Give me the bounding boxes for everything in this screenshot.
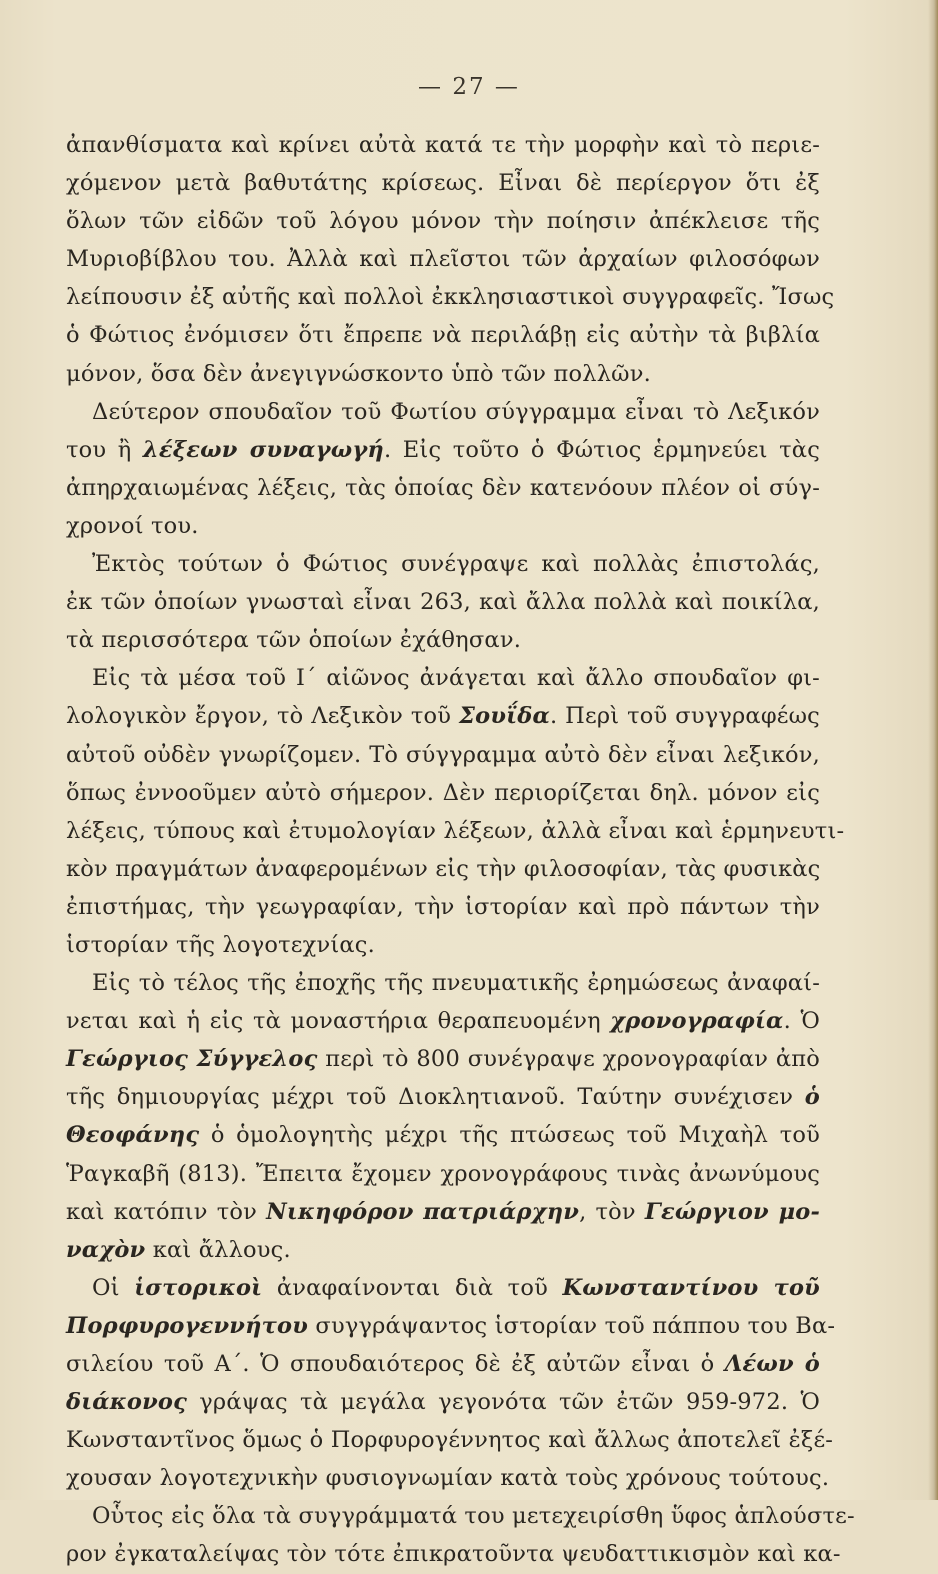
text-segment: κὸν πραγμάτων ἀναφερομένων εἰς τὴν φιλοσοφίαν, τὰς φυσικὰς — [66, 855, 821, 882]
text-line — [66, 888, 820, 926]
text-segment: Κωνσταντῖνος ὅμως ὁ Πορφυρογέννητος καὶ ἄλλως ἀποτελεῖ ἐξέ- — [66, 1427, 834, 1454]
emphasized-term: ἱστορικοὶ — [134, 1274, 263, 1301]
text-segment: σιλείου τοῦ Α΄. Ὁ σπουδαιότερος δὲ ἐξ αὐτῶν εἶναι ὁ — [66, 1351, 725, 1377]
text-segment: γράψας τὰ μεγάλα γεγονότα τῶν ἐτῶν 959-972. Ὁ — [187, 1389, 820, 1416]
text-line — [66, 964, 820, 1002]
text-segment: ἐπιστήμας, τὴν γεωγραφίαν, τὴν ἱστορίαν καὶ πρὸ πάντων τὴν — [66, 893, 820, 920]
text-line — [66, 164, 820, 202]
text-segment: , τὸν — [579, 1198, 645, 1225]
text-line — [66, 1155, 820, 1193]
text-line — [66, 126, 820, 164]
text-segment: ἱστορίαν τῆς λογοτεχνίας. — [66, 931, 375, 958]
emphasized-term: Λέων ὁ — [724, 1351, 820, 1377]
text-line — [66, 926, 820, 964]
emphasized-term: λέξεων συναγωγή — [142, 436, 384, 463]
text-segment: λολογικὸν ἔργον, τὸ Λεξικὸν τοῦ — [66, 703, 460, 730]
text-segment: τὰ περισσότερα τῶν ὁποίων ἐχάθησαν. — [66, 627, 522, 654]
emphasized-term: Γεώργιον μο- — [644, 1198, 821, 1225]
text-segment: ἀπηρχαιωμένας λέξεις, τὰς ὁποίας δὲν κατενόουν πλέον οἱ σύγ- — [66, 474, 820, 501]
text-line — [66, 659, 820, 697]
text-line — [66, 469, 820, 507]
text-segment: Οὗτος εἰς ὅλα τὰ συγγράμματά του μετεχειρίσθη ὕφος ἁπλούστε- — [92, 1503, 855, 1530]
emphasized-term: ναχὸν — [66, 1236, 146, 1263]
text-line — [66, 1307, 836, 1345]
text-line — [66, 545, 820, 583]
emphasized-term: ὁ — [804, 1084, 820, 1111]
page-edge-shadow — [928, 0, 938, 1500]
text-line — [66, 1193, 820, 1231]
text-segment: νεται καὶ ἡ εἰς τὰ μοναστήρια θεραπευομένη — [66, 1008, 611, 1035]
text-segment: . Περὶ τοῦ συγγραφέως — [549, 703, 820, 730]
text-segment: περὶ τὸ 800 συνέγραψε χρονογραφίαν ἀπὸ — [317, 1046, 820, 1073]
text-line — [66, 1459, 830, 1497]
text-line — [66, 1116, 820, 1154]
text-segment: χόμενον μετὰ βαθυτάτης κρίσεως. Εἶναι δὲ περίεργον ὅτι ἐξ — [66, 170, 820, 197]
text-line — [66, 278, 835, 316]
text-line — [66, 393, 820, 431]
text-segment: Ἐκτὸς τούτων ὁ Φώτιος συνέγραψε καὶ πολλὰς ἐπιστολάς, — [92, 551, 820, 578]
text-segment: ὁ Φώτιος ἐνόμισεν ὅτι ἔπρεπε νὰ περιλάβῃ εἰς αὐτὴν τὰ βιβλία — [66, 322, 820, 349]
body-text — [66, 126, 855, 1574]
text-line — [66, 621, 820, 659]
text-line — [66, 1269, 820, 1307]
text-line — [66, 1002, 820, 1040]
text-line — [66, 1040, 820, 1078]
text-line — [66, 697, 820, 735]
text-segment: καὶ ἄλλους. — [145, 1236, 291, 1263]
text-line — [66, 1383, 820, 1421]
text-segment: ρον ἐγκαταλείψας τὸν τότε ἐπικρατοῦντα ψευδαττικισμὸν καὶ κα- — [66, 1541, 841, 1568]
text-segment: Οἱ — [92, 1274, 135, 1301]
text-segment: ὅλων τῶν εἰδῶν τοῦ λόγου μόνον τὴν ποίησιν ἀπέκλεισε τῆς — [66, 208, 820, 235]
text-segment: Ῥαγκαβῆ (813). Ἔπειτα ἔχομεν χρονογράφους τινὰς ἀνωνύμους — [66, 1160, 820, 1187]
text-line — [66, 850, 820, 888]
emphasized-term: Σουΐδα — [459, 703, 550, 730]
text-line — [66, 1345, 820, 1383]
text-line — [66, 431, 820, 469]
emphasized-term: Νικηφόρον πατριάρχην — [266, 1198, 580, 1225]
text-line — [66, 1231, 820, 1269]
text-line — [66, 1078, 820, 1116]
text-segment: χουσαν λογοτεχνικὴν φυσιογνωμίαν κατὰ τοὺς χρόνους τούτους. — [66, 1465, 830, 1492]
text-segment: ἐκ τῶν ὁποίων γνωσταὶ εἶναι 263, καὶ ἄλλα πολλὰ καὶ ποικίλα, — [66, 589, 820, 616]
text-segment: συγγράψαντος ἱστορίαν τοῦ πάππου του Βα- — [308, 1312, 836, 1339]
text-line — [66, 240, 820, 278]
text-segment: καὶ κατόπιν τὸν — [66, 1198, 267, 1225]
text-segment: τῆς δημιουργίας μέχρι τοῦ Διοκλητιανοῦ. Ταύτην συνέχισεν — [66, 1084, 805, 1111]
text-line — [66, 812, 845, 850]
emphasized-term: Θεοφάνης — [66, 1122, 200, 1149]
emphasized-term: Κωνσταντίνου τοῦ — [562, 1274, 820, 1301]
text-segment: του ἢ — [66, 436, 143, 463]
emphasized-term: διάκονος — [66, 1389, 187, 1416]
text-line — [66, 736, 820, 774]
page-number: — 27 — — [418, 74, 520, 100]
text-segment: Μυριοβίβλου του. Ἀλλὰ καὶ πλεῖστοι τῶν ἀρχαίων φιλοσόφων — [66, 246, 820, 273]
text-segment: ἀναφαίνονται διὰ τοῦ — [262, 1274, 563, 1301]
text-segment: Εἰς τὸ τέλος τῆς ἐποχῆς τῆς πνευματικῆς ἐρημώσεως ἀναφαί- — [92, 970, 820, 997]
text-segment: Εἰς τὰ μέσα τοῦ Ι΄ αἰῶνος ἀνάγεται καὶ ἄλλο σπουδαῖον φι- — [92, 665, 820, 692]
text-segment: ἀπανθίσματα καὶ κρίνει αὐτὰ κατά τε τὴν μορφὴν καὶ τὸ περιε- — [66, 132, 820, 158]
text-segment: ὅπως ἐννοοῦμεν αὐτὸ σήμερον. Δὲν περιορίζεται δηλ. μόνον εἰς — [66, 779, 820, 806]
text-segment: λέξεις, τύπους καὶ ἐτυμολογίαν λέξεων, ἀλλὰ εἶναι καὶ ἑρμηνευτι- — [66, 817, 845, 844]
text-line — [66, 202, 820, 240]
text-segment: χρονοί του. — [66, 512, 199, 539]
text-line — [66, 774, 820, 812]
text-line — [66, 1497, 855, 1535]
text-segment: λείπουσιν ἐξ αὐτῆς καὶ πολλοὶ ἐκκλησιαστικοὶ συγγραφεῖς. Ἴσως — [66, 284, 835, 311]
text-segment: . Εἰς τοῦτο ὁ Φώτιος ἑρμηνεύει τὰς — [383, 436, 820, 463]
text-line — [66, 583, 820, 621]
text-segment: . Ὁ — [783, 1008, 820, 1035]
text-line — [66, 316, 820, 354]
text-line — [66, 507, 820, 545]
text-line — [66, 1421, 834, 1459]
text-segment: ὁ ὁμολογητὴς μέχρι τῆς πτώσεως τοῦ Μιχαὴλ τοῦ — [199, 1122, 820, 1149]
emphasized-term: χρονογραφία — [610, 1008, 784, 1035]
text-segment: μόνον, ὅσα δὲν ἀνεγιγνώσκοντο ὑπὸ τῶν πολλῶν. — [66, 360, 651, 387]
text-segment: αὐτοῦ οὐδὲν γνωρίζομεν. Τὸ σύγγραμμα αὐτὸ δὲν εἶναι λεξικόν, — [66, 741, 820, 768]
text-line — [66, 355, 820, 393]
text-segment: Δεύτερον σπουδαῖον τοῦ Φωτίου σύγγραμμα εἶναι τὸ Λεξικόν — [92, 398, 820, 425]
emphasized-term: Γεώργιος Σύγγελος — [66, 1046, 318, 1073]
text-line — [66, 1535, 841, 1573]
emphasized-term: Πορφυρογεννήτου — [66, 1312, 309, 1339]
